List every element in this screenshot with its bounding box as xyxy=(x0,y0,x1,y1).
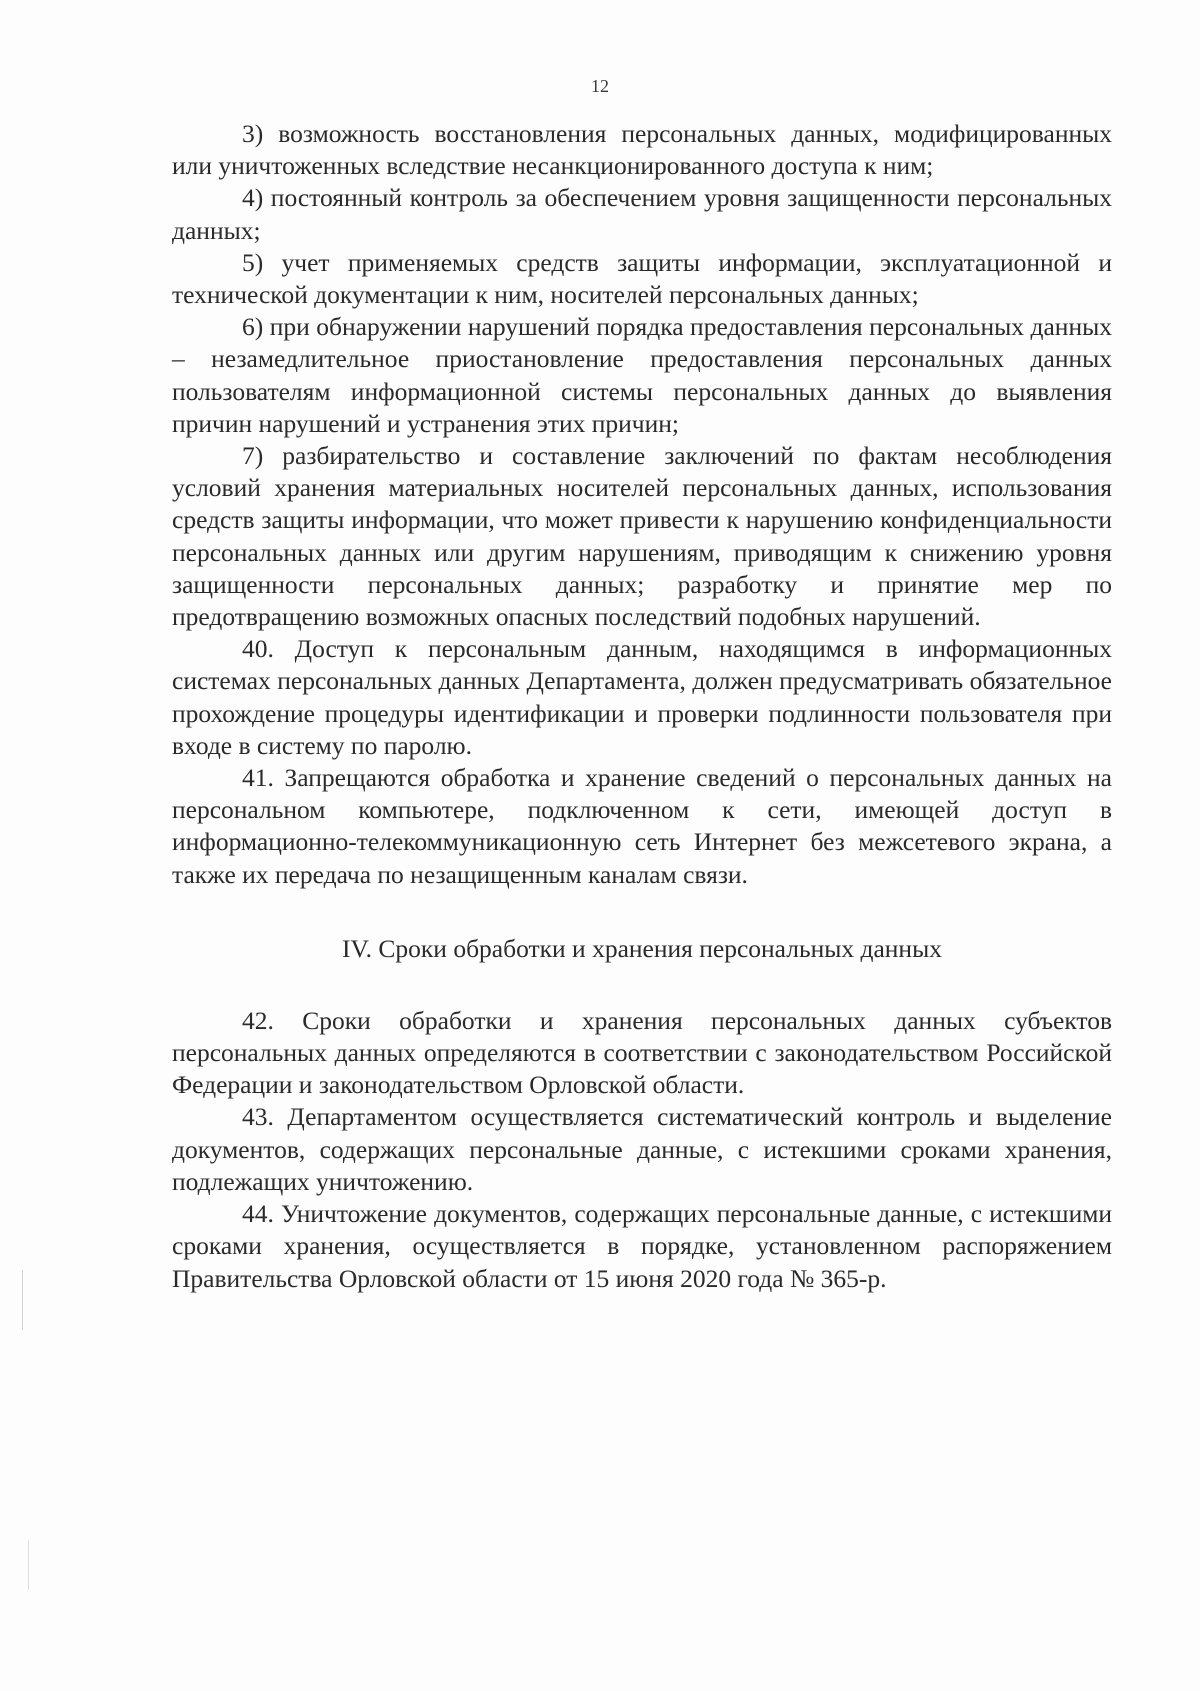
scan-margin-mark xyxy=(22,1270,23,1330)
clause-41: 41. Запрещаются обработка и хранение сведений о персональных данных на персональном компьютере, подключенном к сети, имеющей доступ в информационно-телекоммуникационную сеть Интернет без межсетевого экрана, а также их передача по незащищенным каналам связи. xyxy=(172,763,1112,889)
list-item-6: 6) при обнаружении нарушений порядка предоставления персональных данных – незамедлительное приостановление предоставления персональных данных пользователям информационной системы персональных данных до выявления причин нарушений и устранения этих причин; xyxy=(172,312,1112,438)
page-number: 12 xyxy=(591,76,609,96)
clause-44: 44. Уничтожение документов, содержащих персональные данные, с истекшими сроками хранения, осуществляется в порядке, установленном распоряжением Правительства Орловской области от 15 июня 2020 года № 365-р. xyxy=(172,1199,1112,1293)
section-heading: IV. Сроки обработки и хранения персональных данных xyxy=(342,933,942,963)
scan-margin-mark xyxy=(28,1540,29,1590)
list-item-3: 3) возможность восстановления персональных данных, модифицированных или уничтоженных вследствие несанкционированного доступа к ним; xyxy=(172,119,1112,181)
clause-42: 42. Сроки обработки и хранения персональных данных субъектов персональных данных определяются в соответствии с законодательством Российской Федерации и законодательством Орловской области. xyxy=(172,1005,1112,1100)
list-item-4: 4) постоянный контроль за обеспечением уровня защищенности персональных данных; xyxy=(172,183,1112,245)
document-body xyxy=(172,118,1112,1295)
clause-40: 40. Доступ к персональным данным, находящимся в информационных системах персональных данных Департамента, должен предусматривать обязательное прохождение процедуры идентификации и проверки подлинности пользователя при входе в систему по паролю. xyxy=(172,634,1112,760)
list-item-7: 7) разбирательство и составление заключений по фактам несоблюдения условий хранения материальных носителей персональных данных, использования средств защиты информации, что может привести к нарушению конфиденциальности персональных данных или другим нарушениям, приводящим к снижению уровня защищенности персональных данных; разработку и принятие мер по предотвращению возможных опасных последствий подобных нарушений. xyxy=(172,441,1112,632)
clause-43: 43. Департаментом осуществляется систематический контроль и выделение документов, содержащих персональные данные, с истекшими сроками хранения, подлежащих уничтожению. xyxy=(172,1102,1112,1196)
list-item-5: 5) учет применяемых средств защиты информации, эксплуатационной и технической документации к ним, носителей персональных данных; xyxy=(172,247,1112,310)
